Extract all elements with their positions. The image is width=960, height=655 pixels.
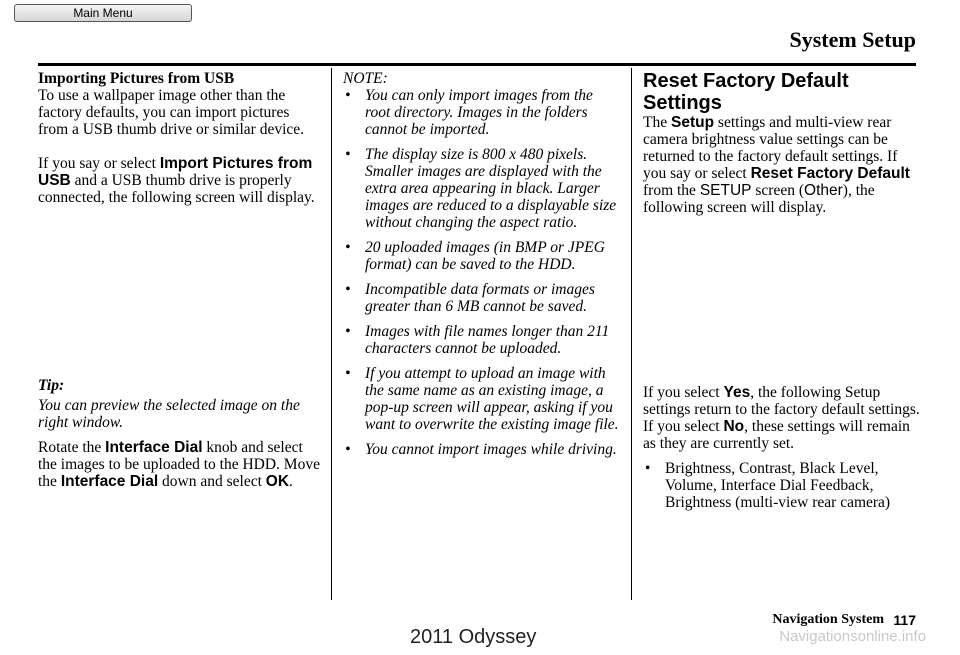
rotate-paragraph: Rotate the Interface Dial knob and select the images to be uploaded to the HDD. Move the Interface Dial down and select OK. — [38, 439, 320, 490]
header-rule — [38, 63, 916, 66]
tip-text: You can preview the selected image on the right window. — [38, 397, 300, 431]
keyword-other: Other — [804, 182, 843, 199]
list-item: • You cannot import images while driving. — [345, 441, 617, 458]
column-reset-defaults — [643, 70, 923, 519]
watermark — [0, 626, 960, 648]
section-heading-import: Importing Pictures from USB — [38, 70, 235, 87]
column-divider-left — [331, 68, 332, 600]
column-import-pictures — [38, 70, 323, 490]
keyword-no: No — [723, 418, 745, 435]
keyword-yes: Yes — [723, 384, 751, 401]
confirm-paragraph: If you select Yes, the following Setup settings return to the factory default settings. If you select No, these settings will remain as they are currently set. — [643, 384, 920, 452]
reset-settings-list — [643, 460, 923, 511]
column-notes — [343, 70, 621, 466]
reset-paragraph: The Setup settings and multi-view rear camera brightness value settings can be returned to the factory default settings. If you say or select Reset Factory Default from the SETUP screen (Other), the following screen will display. — [643, 114, 910, 216]
column-divider-right — [631, 68, 632, 600]
list-item: • If you attempt to upload an image with the same name as an existing image, a pop-up screen will appear, asking if you want to overwrite the existing image file. — [345, 365, 619, 433]
note-label: NOTE: — [343, 70, 388, 87]
keyword-setup: Setup — [670, 114, 715, 131]
keyword-interface-dial: Interface Dial — [105, 439, 203, 456]
main-menu-button[interactable]: Main Menu — [14, 4, 192, 22]
note-list — [343, 87, 621, 458]
list-item: • You can only import images from the root directory. Images in the folders cannot be imported. — [345, 87, 593, 138]
keyword-ok: OK — [265, 473, 290, 490]
step-paragraph: If you say or select Import Pictures from USB and a USB thumb drive is properly connected, the following screen will display. — [38, 155, 315, 206]
footer-label: Navigation System — [772, 612, 884, 627]
list-item: • 20 uploaded images (in BMP or JPEG format) can be saved to the HDD. — [345, 239, 605, 273]
watermark-model: 2011 Odyssey — [410, 626, 537, 648]
keyword-reset-factory-default: Reset Factory Default — [750, 165, 910, 182]
list-item: • The display size is 800 x 480 pixels. Smaller images are displayed with the extra area appearing in black. Larger images are reduced to a displayable size without changing the aspect ratio. — [345, 146, 617, 231]
list-item: • Brightness, Contrast, Black Level, Volume, Interface Dial Feedback, Brightness (multi-view rear camera) — [645, 460, 891, 511]
list-item: • Incompatible data formats or images greater than 6 MB cannot be saved. — [345, 281, 595, 315]
tip-label: Tip: — [38, 377, 65, 394]
section-heading-reset: Reset Factory Default Settings — [643, 70, 849, 114]
watermark-site: Navigationsonline.info — [779, 628, 926, 645]
keyword-import-pictures: Import Pictures from USB — [38, 155, 313, 189]
list-item: • Images with file names longer than 211 characters cannot be uploaded. — [345, 323, 610, 357]
page-number: 117 — [893, 612, 916, 628]
keyword-setup-screen: SETUP — [699, 182, 752, 199]
intro-paragraph: To use a wallpaper image other than the factory defaults, you can import pictures from a USB thumb drive or similar device. — [38, 87, 305, 138]
page-title: System Setup — [789, 27, 916, 52]
keyword-interface-dial-2: Interface Dial — [60, 473, 159, 490]
